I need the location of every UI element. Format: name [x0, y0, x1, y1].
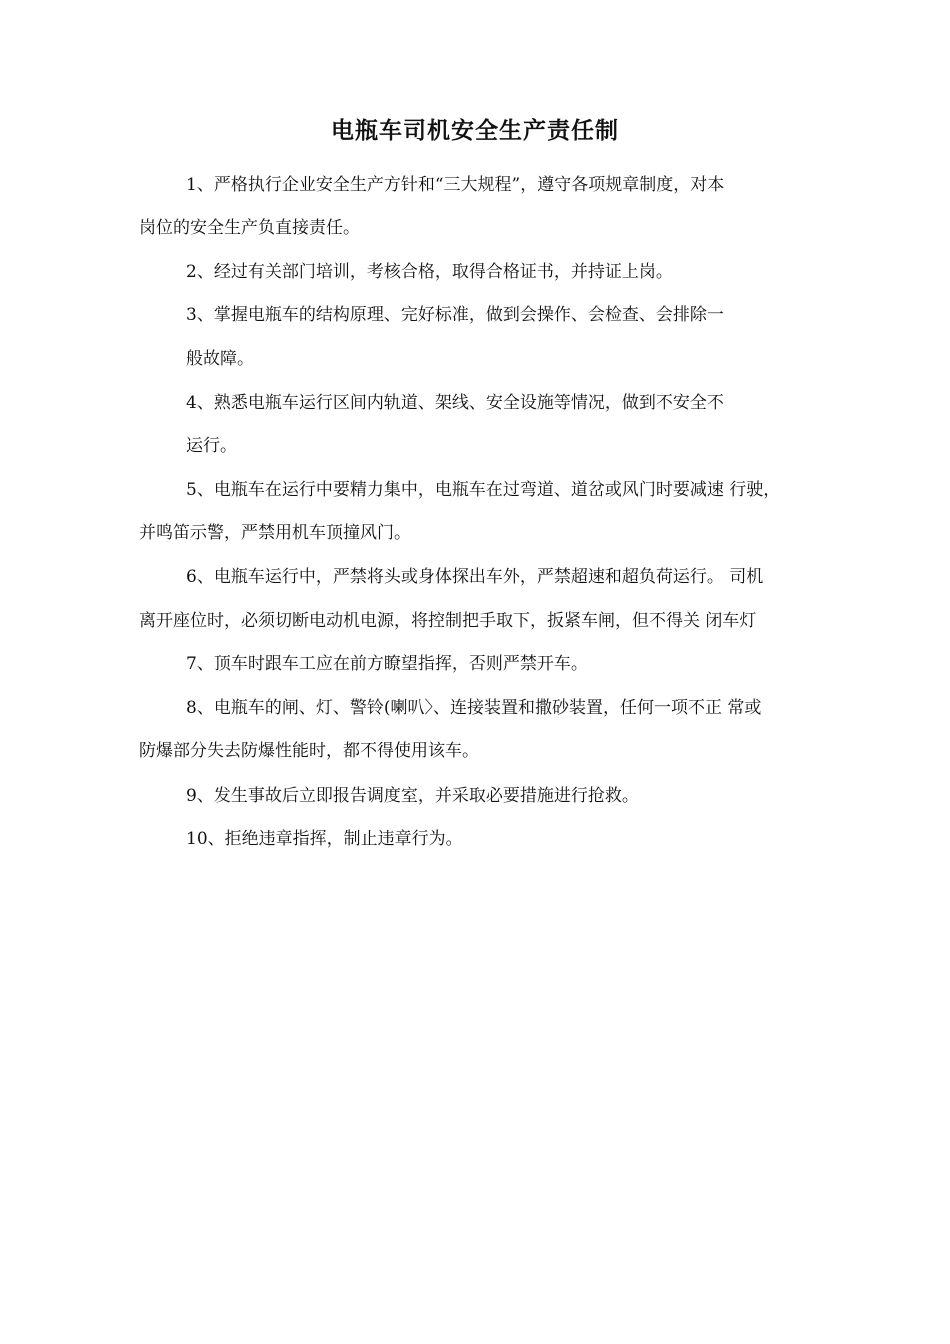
- clause-9: 9、发生事故后立即报告调度室，并采取必要措施进行抢救。: [186, 786, 639, 806]
- clause-7: 7、顶车时跟车工应在前方瞭望指挥，否则严禁开车。: [186, 654, 588, 674]
- clause-2: 2、经过有关部门培训，考核合格，取得合格证书，并持证上岗。: [186, 262, 673, 282]
- clause-1-line-1: 1、严格执行企业安全生产方针和“三大规程”，遵守各项规章制度，对本: [186, 175, 725, 195]
- clause-4-line-1: 4、熟悉电瓶车运行区间内轨道、架线、安全设施等情况，做到不安全不: [186, 393, 724, 413]
- clause-8-line-2: 防爆部分失去防爆性能时，都不得使用该车。: [139, 741, 479, 761]
- clause-1-line-2: 岗位的安全生产负直接责任。: [139, 218, 360, 238]
- clause-8-line-1: 8、电瓶车的闸、灯、警铃(喇叭〉、连接装置和撒砂装置，任何一项不正 常或: [186, 698, 762, 718]
- clause-5-line-1: 5、电瓶车在运行中要精力集中，电瓶车在过弯道、道岔或风门时要减速 行驶，: [186, 480, 781, 500]
- clause-6-line-2: 离开座位时，必须切断电动机电源，将控制把手取下，扳紧车闸，但不得关 闭车灯: [139, 611, 757, 631]
- clause-10: 10、拒绝违章指挥，制止违章行为。: [186, 829, 463, 849]
- clause-3-line-2: 般故障。: [186, 349, 254, 369]
- clause-4-line-2: 运行。: [186, 436, 237, 456]
- clause-5-line-2: 并鸣笛示警，严禁用机车顶撞风门。: [139, 523, 411, 543]
- document-title: 电瓶车司机安全生产责任制: [331, 118, 619, 144]
- clause-6-line-1: 6、电瓶车运行中，严禁将头或身体探出车外，严禁超速和超负荷运行。 司机: [186, 567, 764, 587]
- clause-3-line-1: 3、掌握电瓶车的结构原理、完好标准，做到会操作、会检查、会排除一: [186, 305, 724, 325]
